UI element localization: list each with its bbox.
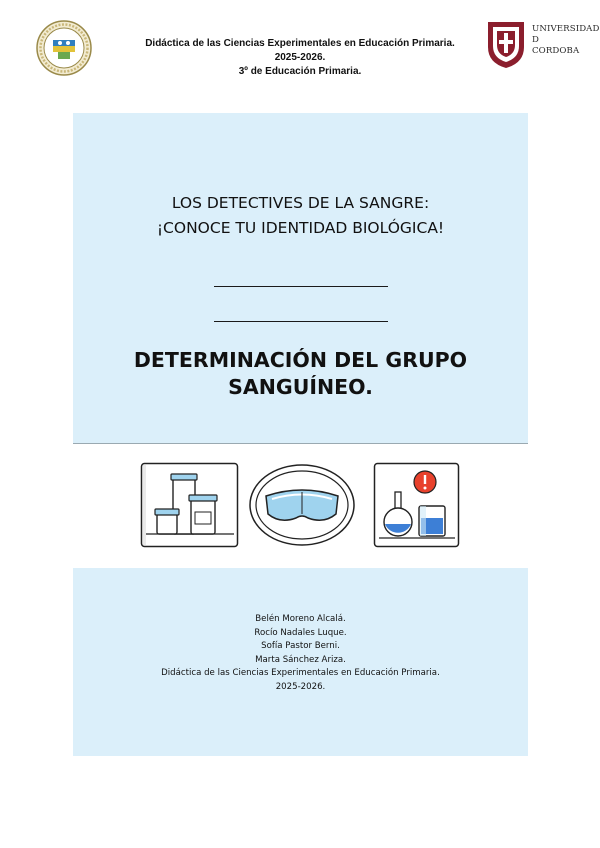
university-crest-icon [485, 19, 527, 69]
author-4: Marta Sánchez Ariza. [255, 654, 346, 665]
bottles-icon [140, 462, 239, 548]
cover-subtitle [73, 191, 528, 241]
blank-line-2 [214, 321, 388, 322]
cover-title [73, 347, 528, 401]
panel-divider [73, 443, 528, 444]
university-name-line2: D [532, 35, 539, 45]
university-name-line1: UNIVERSIDAD [532, 24, 600, 34]
university-name-line3: CORDOBA [532, 46, 580, 56]
flasks-warning-icon [373, 462, 460, 548]
school-seal-logo [36, 20, 92, 76]
cover-subtitle-line1: LOS DETECTIVES DE LA SANGRE: [171, 194, 430, 212]
safety-goggles-icon [248, 462, 356, 548]
author-3: Sofía Pastor Berni. [261, 641, 340, 652]
header-course: Didáctica de las Ciencias Experimentales en Educación Primaria. [145, 38, 455, 49]
authors-course: Didáctica de las Ciencias Experimentales en Educación Primaria. [161, 668, 440, 679]
authors-list [73, 613, 528, 695]
university-logo [485, 19, 600, 69]
author-2: Rocío Nadales Luque. [254, 627, 347, 638]
cover-title-line1: DETERMINACIÓN DEL GRUPO [133, 348, 468, 372]
blank-line-1 [214, 286, 388, 287]
cover-title-line2: SANGUÍNEO. [228, 375, 373, 399]
cover-title-panel [73, 113, 528, 443]
header-grade: 3º de Educación Primaria. [238, 66, 362, 77]
author-1: Belén Moreno Alcalá. [255, 614, 346, 624]
authors-panel [73, 568, 528, 756]
document-header [110, 37, 490, 79]
header-year: 2025-2026. [274, 52, 326, 63]
authors-year: 2025-2026. [275, 681, 326, 692]
cover-subtitle-line2: ¡CONOCE TU IDENTIDAD BIOLÓGICA! [156, 219, 445, 237]
